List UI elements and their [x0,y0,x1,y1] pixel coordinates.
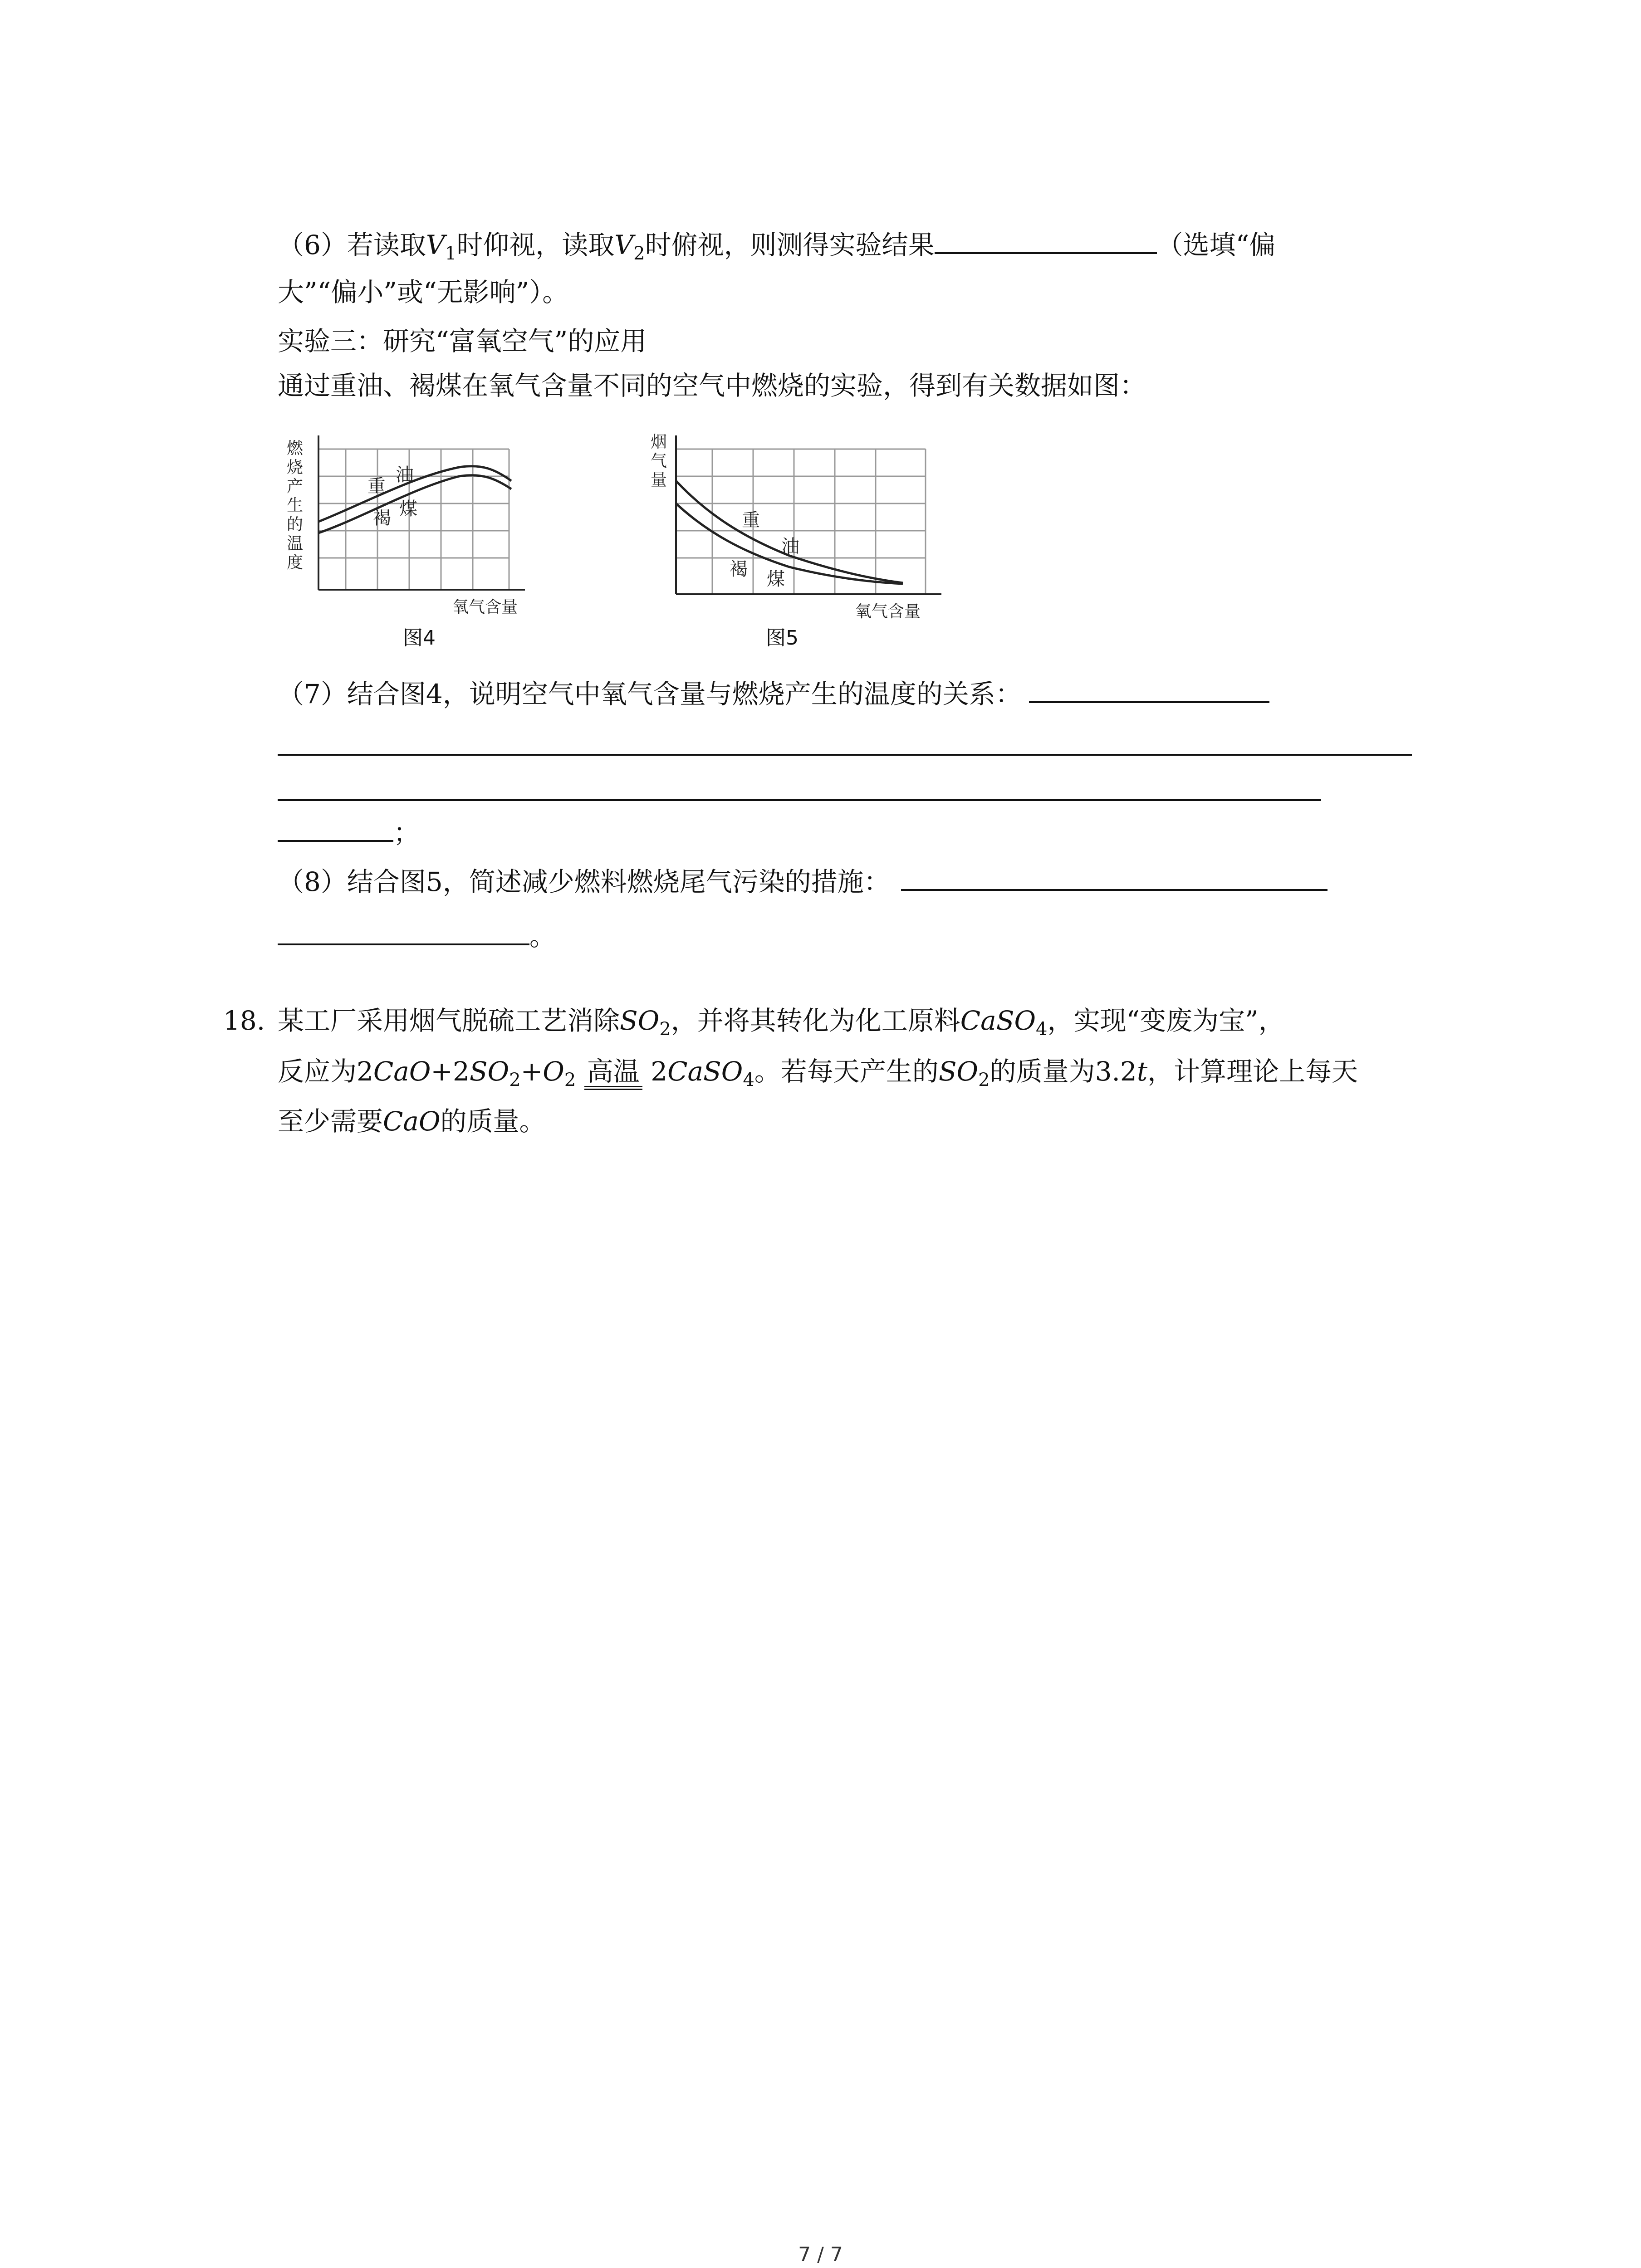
q7-text: （7）结合图4，说明空气中氧气含量与燃烧产生的温度的关系： [278,679,1022,709]
svg-text:气: 气 [651,452,667,470]
exp3-title: 实验三：研究“富氧空气”的应用 [278,326,647,357]
figure-4-caption: 图4 [403,626,436,650]
fig4-label-zhong: 重 [367,476,386,497]
svg-text:度: 度 [287,553,304,572]
svg-text:的: 的 [287,515,304,534]
caso4-formula: CaSO [960,1005,1036,1036]
q7-answer-blank-4[interactable] [278,812,393,842]
q7-end-punct: ； [393,817,420,848]
unit-ton: t [1136,1056,1148,1087]
v1-subscript: 1 [445,243,457,264]
svg-text:烧: 烧 [287,458,304,477]
q7-answer-line-2[interactable] [278,754,1412,756]
q7-line1 [278,673,1269,712]
q18-line1: 某工厂采用烟气脱硫工艺消除$SO_2$，并将其转化为化工原料CaSO$_4$，实现“变废为宝”， [278,1005,1285,1040]
v1-symbol: V [426,230,445,260]
q8-answer-blank-1[interactable] [901,861,1327,891]
q18-line3: 至少需要CaO的质量。 [278,1106,546,1137]
q6-text-post: （选填“偏 [1156,230,1276,260]
q8-line2 [278,915,556,954]
page-number: 7 / 7 [798,2243,843,2266]
q6-line2: 大”“偏小”或“无影响”）。 [278,277,569,308]
fig4-label-mei: 煤 [399,499,417,519]
q8-text: （8）结合图5，简述减少燃料燃烧尾气污染的措施： [278,866,890,897]
figure-4-chart [278,431,532,640]
svg-text:量: 量 [651,471,667,489]
fig4-label-you: 油 [396,464,414,485]
q6-text-pre: （6）若读取 [278,230,426,260]
fig5-label-mei: 煤 [767,569,785,590]
svg-text:温: 温 [287,534,304,553]
svg-text:燃: 燃 [287,439,304,458]
fig4-grid [318,449,509,590]
reaction-condition: 高温 [584,1057,642,1090]
fig5-y-label [651,433,667,489]
q8-end-punct: 。 [529,921,556,952]
q8-line1 [278,861,1327,900]
figure-5-caption: 图5 [766,626,798,650]
v2-subscript: 2 [633,243,645,264]
exp3-intro: 通过重油、褐煤在氧气含量不同的空气中燃烧的实验，得到有关数据如图： [278,370,1146,401]
q6-line1 [278,224,1275,263]
o2-formula: O [543,1056,564,1087]
fig5-grid [676,449,926,594]
svg-text:生: 生 [287,496,304,515]
q7-line4 [278,812,420,851]
figure-5-chart [640,431,948,640]
q6-text-mid2: 时俯视，则测得实验结果 [645,230,935,260]
fig5-x-label: 氧气含量 [855,602,921,621]
fig5-label-he: 褐 [730,559,748,580]
fig4-label-he: 褐 [373,508,391,528]
v2-symbol: V [614,230,634,260]
svg-text:产: 产 [287,477,304,496]
fig5-label-zhong: 重 [742,510,760,531]
cao-formula: CaO [373,1056,431,1087]
fig4-x-label: 氧气含量 [452,598,518,616]
fig4-y-label [287,439,304,572]
fig5-label-you: 油 [781,536,799,557]
so2-formula: SO [620,1005,660,1036]
q7-answer-blank-1[interactable] [1029,673,1269,703]
q6-answer-blank[interactable] [935,224,1157,254]
q18-number: 18. [223,1005,265,1036]
q6-text-mid1: 时仰视，读取 [456,230,615,260]
q8-answer-blank-2[interactable] [278,915,529,945]
q18-line2: 反应为$2CaO+2SO_2+O_2$ 高温 2CaSO$_4$。若每天产生的$SO_2$的质量为3.2t，计算理论上每天 [278,1056,1358,1090]
svg-text:烟: 烟 [651,433,667,451]
q7-answer-line-3[interactable] [278,799,1321,801]
